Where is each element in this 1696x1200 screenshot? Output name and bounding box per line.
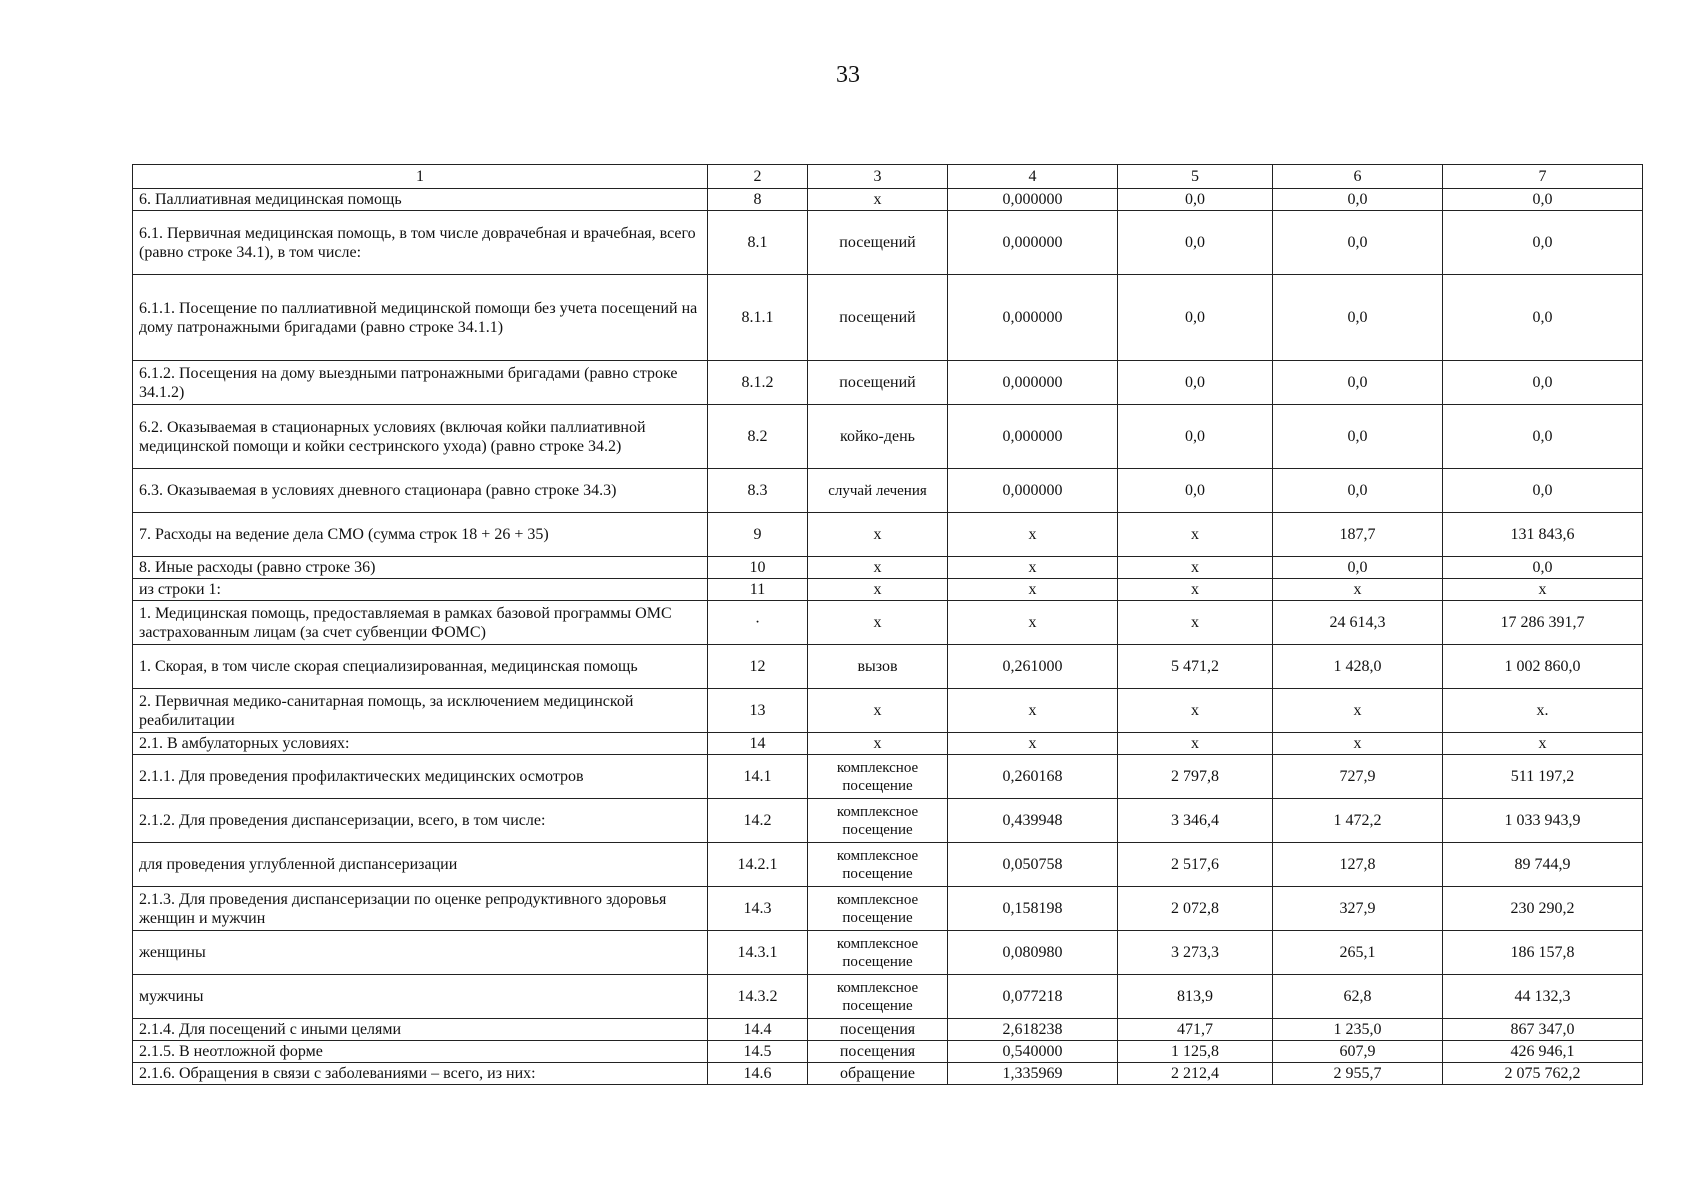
cell-unit: х — [808, 189, 948, 211]
cell-norm-cost: 0,0 — [1118, 405, 1273, 469]
cell-total-cost: 2 075 762,2 — [1443, 1063, 1643, 1085]
table-row — [133, 843, 1643, 887]
cell-norm-volume: 0,077218 — [948, 975, 1118, 1019]
page-number: 33 — [836, 62, 860, 88]
cell-norm-volume: 0,158198 — [948, 887, 1118, 931]
cell-indicator-name: 6.2. Оказываемая в стационарных условиях (включая койки паллиативной медицинской помощи и койки сестринского ухода) (равно строке 34.2) — [133, 405, 708, 469]
cell-indicator-name: мужчины — [133, 975, 708, 1019]
cell-per-capita: 0,0 — [1273, 557, 1443, 579]
table-row — [133, 755, 1643, 799]
cell-norm-cost: 2 517,6 — [1118, 843, 1273, 887]
cell-norm-cost: 0,0 — [1118, 469, 1273, 513]
cell-unit: обращение — [808, 1063, 948, 1085]
cell-norm-volume: 0,260168 — [948, 755, 1118, 799]
column-number-5: 5 — [1118, 165, 1273, 189]
cell-indicator-name: для проведения углубленной диспансеризации — [133, 843, 708, 887]
cell-per-capita: 0,0 — [1273, 211, 1443, 275]
cell-unit: х — [808, 557, 948, 579]
cell-unit: койко-день — [808, 405, 948, 469]
cell-indicator-name: 6.1.2. Посещения на дому выездными патронажными бригадами (равно строке 34.1.2) — [133, 361, 708, 405]
cell-row-number: 13 — [708, 689, 808, 733]
cell-unit: х — [808, 689, 948, 733]
cell-norm-volume: 0,000000 — [948, 469, 1118, 513]
cell-row-number: 14 — [708, 733, 808, 755]
cell-unit: комплексное посещение — [808, 975, 948, 1019]
cell-norm-cost: 0,0 — [1118, 189, 1273, 211]
cell-per-capita: 1 428,0 — [1273, 645, 1443, 689]
cell-norm-volume: х — [948, 689, 1118, 733]
cell-indicator-name: 2. Первичная медико-санитарная помощь, за исключением медицинской реабилитации — [133, 689, 708, 733]
cell-row-number: 8 — [708, 189, 808, 211]
cell-per-capita: 1 472,2 — [1273, 799, 1443, 843]
cell-indicator-name: 6.1. Первичная медицинская помощь, в том числе доврачебная и врачебная, всего (равно строке 34.1), в том числе: — [133, 211, 708, 275]
cell-total-cost: х. — [1443, 689, 1643, 733]
cell-row-number: 11 — [708, 579, 808, 601]
cell-indicator-name: 2.1.4. Для посещений с иными целями — [133, 1019, 708, 1041]
table-row — [133, 579, 1643, 601]
cell-total-cost: 1 002 860,0 — [1443, 645, 1643, 689]
cell-indicator-name: 7. Расходы на ведение дела СМО (сумма строк 18 + 26 + 35) — [133, 513, 708, 557]
cell-norm-cost: 2 797,8 — [1118, 755, 1273, 799]
column-number-6: 6 — [1273, 165, 1443, 189]
cell-unit: х — [808, 601, 948, 645]
cell-unit: х — [808, 733, 948, 755]
table-row — [133, 513, 1643, 557]
cell-per-capita: 327,9 — [1273, 887, 1443, 931]
cell-indicator-name: 2.1.1. Для проведения профилактических медицинских осмотров — [133, 755, 708, 799]
cell-norm-cost: 0,0 — [1118, 211, 1273, 275]
cell-norm-volume: х — [948, 601, 1118, 645]
cell-unit: посещений — [808, 275, 948, 361]
cell-norm-cost: 2 212,4 — [1118, 1063, 1273, 1085]
cell-norm-volume: х — [948, 513, 1118, 557]
cell-norm-cost: 813,9 — [1118, 975, 1273, 1019]
cell-norm-volume: х — [948, 557, 1118, 579]
cell-total-cost: 0,0 — [1443, 469, 1643, 513]
cell-per-capita: х — [1273, 733, 1443, 755]
cell-norm-cost: 0,0 — [1118, 361, 1273, 405]
cell-norm-cost: х — [1118, 601, 1273, 645]
column-number-4: 4 — [948, 165, 1118, 189]
cell-total-cost: 0,0 — [1443, 189, 1643, 211]
cell-norm-volume: 0,000000 — [948, 275, 1118, 361]
cell-per-capita: х — [1273, 579, 1443, 601]
cell-total-cost: х — [1443, 733, 1643, 755]
cell-total-cost: 0,0 — [1443, 557, 1643, 579]
cell-row-number: 14.6 — [708, 1063, 808, 1085]
cell-indicator-name: 1. Скорая, в том числе скорая специализированная, медицинская помощь — [133, 645, 708, 689]
cell-indicator-name: 8. Иные расходы (равно строке 36) — [133, 557, 708, 579]
cell-norm-volume: х — [948, 579, 1118, 601]
table-row — [133, 975, 1643, 1019]
cell-per-capita: 127,8 — [1273, 843, 1443, 887]
table-row — [133, 601, 1643, 645]
cell-indicator-name: 2.1.6. Обращения в связи с заболеваниями – всего, из них: — [133, 1063, 708, 1085]
cell-indicator-name: 2.1.3. Для проведения диспансеризации по оценке репродуктивного здоровья женщин и мужчин — [133, 887, 708, 931]
cell-per-capita: 24 614,3 — [1273, 601, 1443, 645]
cell-row-number: · — [708, 601, 808, 645]
cell-row-number: 14.2 — [708, 799, 808, 843]
cell-row-number: 10 — [708, 557, 808, 579]
cell-total-cost: 0,0 — [1443, 405, 1643, 469]
cell-row-number: 8.2 — [708, 405, 808, 469]
cell-row-number: 14.5 — [708, 1041, 808, 1063]
cell-indicator-name: 2.1.5. В неотложной форме — [133, 1041, 708, 1063]
cell-unit: случай лечения — [808, 469, 948, 513]
cell-norm-cost: 3 346,4 — [1118, 799, 1273, 843]
table-row — [133, 645, 1643, 689]
cell-per-capita: 187,7 — [1273, 513, 1443, 557]
cell-norm-cost: 0,0 — [1118, 275, 1273, 361]
table-row — [133, 557, 1643, 579]
column-number-3: 3 — [808, 165, 948, 189]
cell-unit: х — [808, 579, 948, 601]
cell-norm-cost: 1 125,8 — [1118, 1041, 1273, 1063]
cell-per-capita: 62,8 — [1273, 975, 1443, 1019]
cell-unit: х — [808, 513, 948, 557]
cell-total-cost: 1 033 943,9 — [1443, 799, 1643, 843]
cell-norm-cost: х — [1118, 579, 1273, 601]
cell-row-number: 14.3 — [708, 887, 808, 931]
cell-norm-volume: 0,000000 — [948, 405, 1118, 469]
cell-unit: посещений — [808, 361, 948, 405]
table-row — [133, 887, 1643, 931]
cell-total-cost: 511 197,2 — [1443, 755, 1643, 799]
table-row — [133, 189, 1643, 211]
cell-indicator-name: из строки 1: — [133, 579, 708, 601]
cell-norm-volume: 0,000000 — [948, 211, 1118, 275]
table-row — [133, 1063, 1643, 1085]
cell-total-cost: 867 347,0 — [1443, 1019, 1643, 1041]
cell-total-cost: х — [1443, 579, 1643, 601]
cell-total-cost: 186 157,8 — [1443, 931, 1643, 975]
cell-norm-volume: 0,080980 — [948, 931, 1118, 975]
table-row — [133, 361, 1643, 405]
cell-row-number: 8.1.1 — [708, 275, 808, 361]
cell-unit: посещения — [808, 1041, 948, 1063]
cell-norm-volume: 1,335969 — [948, 1063, 1118, 1085]
cell-row-number: 14.4 — [708, 1019, 808, 1041]
table-row — [133, 1041, 1643, 1063]
cell-per-capita: 0,0 — [1273, 361, 1443, 405]
cell-total-cost: 0,0 — [1443, 361, 1643, 405]
table-row — [133, 931, 1643, 975]
cell-unit: вызов — [808, 645, 948, 689]
cell-norm-volume: х — [948, 733, 1118, 755]
cell-row-number: 8.1 — [708, 211, 808, 275]
data-table — [132, 164, 1643, 1085]
cell-total-cost: 230 290,2 — [1443, 887, 1643, 931]
cell-unit: комплексное посещение — [808, 755, 948, 799]
cell-per-capita: х — [1273, 689, 1443, 733]
cell-indicator-name: 2.1.2. Для проведения диспансеризации, всего, в том числе: — [133, 799, 708, 843]
column-number-1: 1 — [133, 165, 708, 189]
cell-norm-volume: 0,261000 — [948, 645, 1118, 689]
cell-indicator-name: 2.1. В амбулаторных условиях: — [133, 733, 708, 755]
cell-norm-volume: 0,000000 — [948, 361, 1118, 405]
cell-unit: посещений — [808, 211, 948, 275]
cell-norm-volume: 0,540000 — [948, 1041, 1118, 1063]
cell-per-capita: 1 235,0 — [1273, 1019, 1443, 1041]
cell-row-number: 14.3.2 — [708, 975, 808, 1019]
cell-indicator-name: 1. Медицинская помощь, предоставляемая в рамках базовой программы ОМС застрахованным лицам (за счет субвенции ФОМС) — [133, 601, 708, 645]
table-row — [133, 799, 1643, 843]
cell-row-number: 14.2.1 — [708, 843, 808, 887]
cell-unit: посещения — [808, 1019, 948, 1041]
table-row — [133, 469, 1643, 513]
cell-row-number: 12 — [708, 645, 808, 689]
cell-per-capita: 0,0 — [1273, 275, 1443, 361]
cell-unit: комплексное посещение — [808, 843, 948, 887]
cell-norm-volume: 0,000000 — [948, 189, 1118, 211]
cell-per-capita: 0,0 — [1273, 189, 1443, 211]
cell-row-number: 9 — [708, 513, 808, 557]
cell-total-cost: 131 843,6 — [1443, 513, 1643, 557]
column-number-7: 7 — [1443, 165, 1643, 189]
cell-total-cost: 0,0 — [1443, 275, 1643, 361]
cell-indicator-name: 6.1.1. Посещение по паллиативной медицинской помощи без учета посещений на дому патронажными бригадами (равно строке 34.1.1) — [133, 275, 708, 361]
cell-norm-volume: 0,439948 — [948, 799, 1118, 843]
cell-norm-cost: х — [1118, 513, 1273, 557]
cell-unit: комплексное посещение — [808, 931, 948, 975]
table-row — [133, 405, 1643, 469]
cell-norm-cost: х — [1118, 557, 1273, 579]
cell-unit: комплексное посещение — [808, 887, 948, 931]
cell-indicator-name: женщины — [133, 931, 708, 975]
cell-norm-cost: 3 273,3 — [1118, 931, 1273, 975]
cell-per-capita: 727,9 — [1273, 755, 1443, 799]
table-row — [133, 275, 1643, 361]
cell-indicator-name: 6.3. Оказываемая в условиях дневного стационара (равно строке 34.3) — [133, 469, 708, 513]
cell-norm-cost: 2 072,8 — [1118, 887, 1273, 931]
cell-total-cost: 426 946,1 — [1443, 1041, 1643, 1063]
table-row — [133, 689, 1643, 733]
table-row — [133, 733, 1643, 755]
cell-per-capita: 265,1 — [1273, 931, 1443, 975]
cell-unit: комплексное посещение — [808, 799, 948, 843]
cell-per-capita: 0,0 — [1273, 405, 1443, 469]
cell-row-number: 8.1.2 — [708, 361, 808, 405]
cell-total-cost: 89 744,9 — [1443, 843, 1643, 887]
cell-norm-volume: 0,050758 — [948, 843, 1118, 887]
cell-per-capita: 2 955,7 — [1273, 1063, 1443, 1085]
cell-total-cost: 44 132,3 — [1443, 975, 1643, 1019]
cell-indicator-name: 6. Паллиативная медицинская помощь — [133, 189, 708, 211]
cell-norm-cost: 471,7 — [1118, 1019, 1273, 1041]
cell-row-number: 8.3 — [708, 469, 808, 513]
cell-per-capita: 0,0 — [1273, 469, 1443, 513]
cell-norm-cost: х — [1118, 689, 1273, 733]
cell-per-capita: 607,9 — [1273, 1041, 1443, 1063]
cell-norm-cost: 5 471,2 — [1118, 645, 1273, 689]
cell-row-number: 14.1 — [708, 755, 808, 799]
cell-total-cost: 17 286 391,7 — [1443, 601, 1643, 645]
table-row — [133, 211, 1643, 275]
cell-row-number: 14.3.1 — [708, 931, 808, 975]
table-row — [133, 1019, 1643, 1041]
table-header-row — [133, 165, 1643, 189]
cell-norm-volume: 2,618238 — [948, 1019, 1118, 1041]
cell-norm-cost: х — [1118, 733, 1273, 755]
cell-total-cost: 0,0 — [1443, 211, 1643, 275]
column-number-2: 2 — [708, 165, 808, 189]
